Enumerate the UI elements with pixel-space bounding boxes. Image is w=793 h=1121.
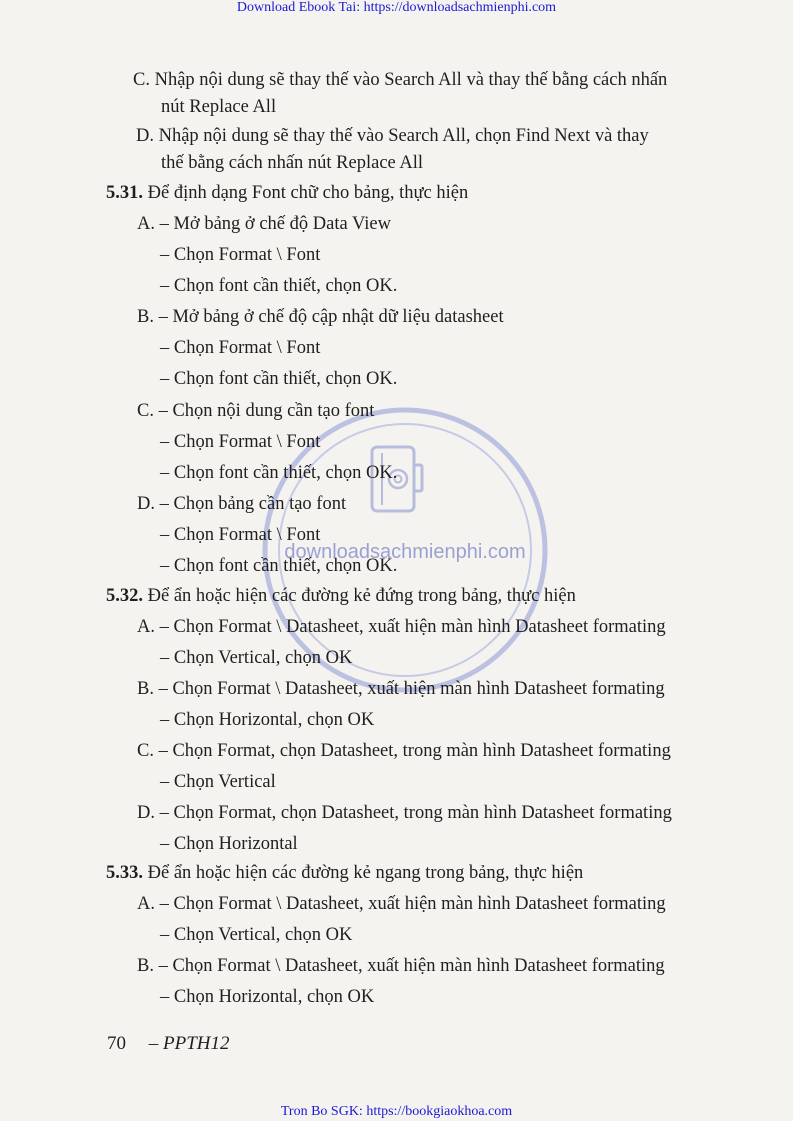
option-c-line-2: nút Replace All	[161, 97, 277, 117]
option-c-line-1: C. Nhập nội dung sẽ thay thế vào Search All và thay thế bằng cách nhấn	[133, 70, 668, 90]
q533-option-b: B. – Chọn Format \ Datasheet, xuất hiện màn hình Datasheet formating	[137, 956, 665, 976]
q533-option-a-step-2: – Chọn Vertical, chọn OK	[160, 925, 353, 945]
book-code: – PPTH12	[148, 1033, 230, 1054]
q532-option-a-step-2: – Chọn Vertical, chọn OK	[160, 648, 353, 668]
question-text: Để định dạng Font chữ cho bảng, thực hiện	[147, 183, 469, 203]
q531-option-a: A. – Mở bảng ở chế độ Data View	[137, 214, 391, 234]
q533-option-a: A. – Chọn Format \ Datasheet, xuất hiện màn hình Datasheet formating	[137, 894, 666, 914]
watermark-text: downloadsachmienphi.com	[284, 541, 526, 563]
header-download-link[interactable]: Download Ebook Tai: https://downloadsachmienphi.com	[236, 0, 557, 15]
question-5-33	[106, 862, 583, 884]
footer-bookgiaokhoa-link[interactable]: Tron Bo SGK: https://bookgiaokhoa.com	[280, 1104, 513, 1119]
page-number: 70	[107, 1033, 126, 1054]
option-d-line-1: D. Nhập nội dung sẽ thay thế vào Search All, chọn Find Next và thay	[136, 126, 649, 146]
q531-option-c-step-2: – Chọn Format \ Font	[160, 432, 321, 452]
question-text: Để ẩn hoặc hiện các đường kẻ ngang trong bảng, thực hiện	[147, 863, 584, 883]
q532-option-d: D. – Chọn Format, chọn Datasheet, trong màn hình Datasheet formating	[137, 803, 672, 823]
q531-option-b: B. – Mở bảng ở chế độ cập nhật dữ liệu datasheet	[137, 307, 504, 327]
q532-option-c-step-2: – Chọn Vertical	[160, 772, 276, 792]
q532-option-a: A. – Chọn Format \ Datasheet, xuất hiện màn hình Datasheet formating	[137, 617, 666, 637]
question-number: 5.33.	[106, 863, 143, 883]
question-number: 5.31.	[106, 183, 143, 203]
option-d-line-2: thế bằng cách nhấn nút Replace All	[161, 153, 423, 173]
q531-option-b-step-2: – Chọn Format \ Font	[160, 338, 321, 358]
q531-option-a-step-3: – Chọn font cần thiết, chọn OK.	[160, 276, 398, 296]
question-5-31	[106, 182, 468, 204]
q531-option-c-step-3: – Chọn font cần thiết, chọn OK.	[160, 463, 398, 483]
question-text: Để ẩn hoặc hiện các đường kẻ đứng trong bảng, thực hiện	[147, 586, 576, 606]
q531-option-d-step-3: – Chọn font cần thiết, chọn OK.	[160, 556, 398, 576]
question-number: 5.32.	[106, 586, 143, 606]
q531-option-d: D. – Chọn bảng cần tạo font	[137, 494, 347, 514]
q532-option-b: B. – Chọn Format \ Datasheet, xuất hiện màn hình Datasheet formating	[137, 679, 665, 699]
q532-option-c: C. – Chọn Format, chọn Datasheet, trong màn hình Datasheet formating	[137, 741, 671, 761]
q532-option-b-step-2: – Chọn Horizontal, chọn OK	[160, 710, 375, 730]
q531-option-d-step-2: – Chọn Format \ Font	[160, 525, 321, 545]
q531-option-b-step-3: – Chọn font cần thiết, chọn OK.	[160, 369, 398, 389]
q531-option-a-step-2: – Chọn Format \ Font	[160, 245, 321, 265]
q532-option-d-step-2: – Chọn Horizontal	[160, 834, 298, 854]
question-5-32	[106, 585, 576, 607]
q533-option-b-step-2: – Chọn Horizontal, chọn OK	[160, 987, 375, 1007]
page-footer	[107, 1033, 230, 1055]
q531-option-c: C. – Chọn nội dung cần tạo font	[137, 401, 375, 421]
